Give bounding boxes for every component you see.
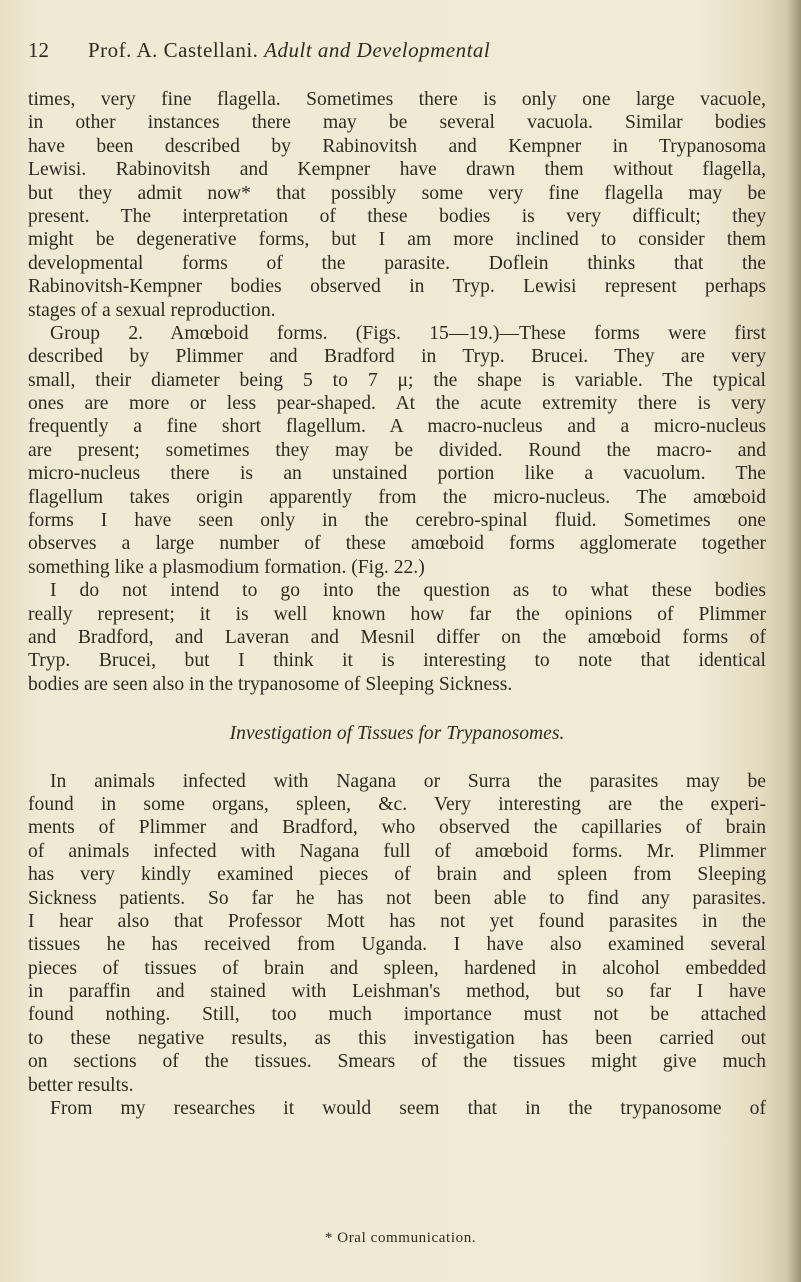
- page-number: 12: [28, 38, 49, 62]
- text-line: something like a plasmodium formation. (Fig. 22.): [28, 556, 425, 578]
- text-line: really represent; it is well known how far the opinions of Plimmer: [28, 603, 766, 625]
- running-title-author: Prof. A. Castellani.: [88, 38, 259, 62]
- text-line: Group 2. Amœboid forms. (Figs. 15—19.)—These forms were first: [50, 322, 766, 344]
- text-line: tissues he has received from Uganda. I have also examined several: [28, 934, 766, 956]
- text-line: in paraffin and stained with Leishman's method, but so far I have: [28, 981, 766, 1003]
- text-line: stages of a sexual reproduction.: [28, 299, 276, 321]
- running-header: [28, 38, 768, 68]
- text-line: Lewisi. Rabinovitsh and Kempner have drawn them without flagella,: [28, 159, 766, 181]
- paragraph-2: [28, 322, 766, 579]
- text-line: From my researches it would seem that in the trypanosome of: [50, 1098, 766, 1120]
- running-title-subject: Adult and Developmental: [264, 38, 491, 62]
- text-line: present. The interpretation of these bodies is very difficult; they: [28, 205, 766, 227]
- section-heading: Investigation of Tissues for Trypanosomes.: [229, 723, 565, 745]
- text-line: pieces of tissues of brain and spleen, hardened in alcohol embedded: [28, 957, 766, 979]
- text-line: found in some organs, spleen, &c. Very interesting are the experi-: [28, 793, 766, 815]
- text-line: small, their diameter being 5 to 7 μ; the shape is variable. The typical: [28, 369, 766, 391]
- text-line: and Bradford, and Laveran and Mesnil differ on the amœboid forms of: [28, 626, 766, 648]
- text-line: described by Plimmer and Bradford in Tryp. Brucei. They are very: [28, 346, 766, 368]
- text-line: ments of Plimmer and Bradford, who observed the capillaries of brain: [28, 817, 766, 839]
- text-line: found nothing. Still, too much importance must not be attached: [28, 1004, 766, 1026]
- text-line: has very kindly examined pieces of brain and spleen from Sleeping: [28, 864, 766, 886]
- text-line: bodies are seen also in the trypanosome of Sleeping Sickness.: [28, 673, 513, 695]
- text-line: might be degenerative forms, but I am more inclined to consider them: [28, 229, 766, 251]
- text-line: micro-nucleus there is an unstained portion like a vacuolum. The: [28, 463, 766, 485]
- text-line: developmental forms of the parasite. Doflein thinks that the: [28, 252, 766, 274]
- footnote: * Oral communication.: [324, 1230, 477, 1246]
- text-line: observes a large number of these amœboid forms agglomerate together: [28, 533, 766, 555]
- text-line: flagellum takes origin apparently from the micro-nucleus. The amœboid: [28, 486, 766, 508]
- paragraph-4: [28, 770, 766, 1097]
- text-line: In animals infected with Nagana or Surra the parasites may be: [50, 770, 766, 792]
- text-line: Rabinovitsh-Kempner bodies observed in Tryp. Lewisi represent perhaps: [28, 276, 766, 298]
- text-line: of animals infected with Nagana full of amœboid forms. Mr. Plimmer: [28, 840, 766, 862]
- page-binding-shadow: [787, 0, 801, 1282]
- text-line: but they admit now* that possibly some very fine flagella may be: [28, 182, 766, 204]
- text-line: I do not intend to go into the question as to what these bodies: [50, 580, 766, 602]
- paragraph-1: [28, 88, 766, 322]
- text-line: have been described by Rabinovitsh and Kempner in Trypanosoma: [28, 135, 766, 157]
- text-line: times, very fine flagella. Sometimes there is only one large vacuole,: [28, 89, 766, 110]
- paragraph-5: [28, 1097, 766, 1120]
- text-line: I hear also that Professor Mott has not yet found parasites in the: [28, 910, 766, 932]
- paragraph-3: [28, 579, 766, 696]
- text-line: frequently a fine short flagellum. A macro-nucleus and a micro-nucleus: [28, 416, 766, 438]
- text-line: better results.: [28, 1074, 134, 1096]
- text-line: Sickness patients. So far he has not been able to find any parasites.: [28, 887, 766, 909]
- running-title: [88, 38, 490, 63]
- text-line: on sections of the tissues. Smears of the tissues might give much: [28, 1051, 766, 1073]
- text-line: are present; sometimes they may be divided. Round the macro- and: [28, 439, 766, 461]
- text-line: forms I have seen only in the cerebro-spinal fluid. Sometimes one: [28, 510, 766, 532]
- text-line: ones are more or less pear-shaped. At the acute extremity there is very: [28, 393, 766, 415]
- body-text: [28, 88, 766, 1120]
- text-line: Tryp. Brucei, but I think it is interesting to note that identical: [28, 650, 766, 672]
- text-line: in other instances there may be several vacuola. Similar bodies: [28, 112, 766, 134]
- text-line: to these negative results, as this investigation has been carried out: [28, 1027, 766, 1049]
